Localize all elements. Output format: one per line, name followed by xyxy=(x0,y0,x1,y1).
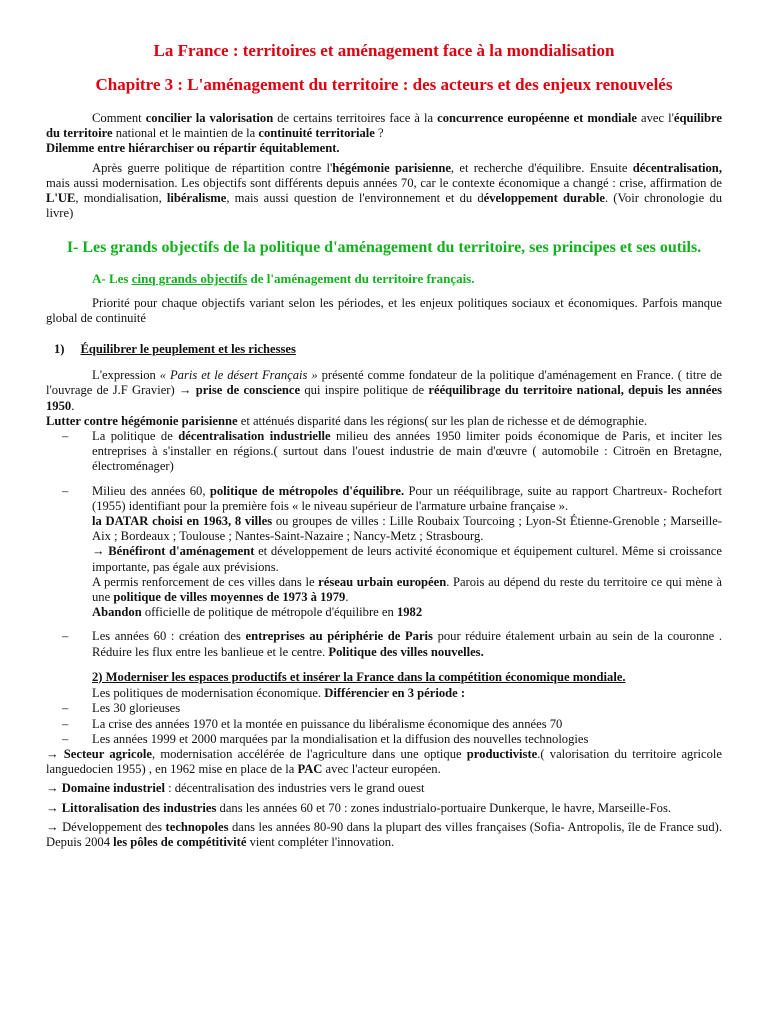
list-item: – Les années 1999 et 2000 marquées par la mondialisation et la diffusion des nouvelles technologies xyxy=(46,732,722,747)
periods-list xyxy=(46,701,722,747)
paragraph-agricole: → Secteur agricole, modernisation accélérée de l'agriculture dans une optique productiviste.( valorisation du territoire agricole languedocien 1955) , en 1962 mise en place de la PAC avec l'acteur européen. xyxy=(46,746,723,777)
objectives-list xyxy=(46,429,722,660)
subsection-a-text: Priorité pour chaque objectifs variant selon les périodes, et les enjeux politiques sociaux et économiques. Parfois manque global de continuité xyxy=(46,295,722,325)
list-item: – La politique de décentralisation industrielle milieu des années 1950 limiter poids économique de Paris, et inciter les entreprises à s'installer en régions.( surtout dans l'ouest industrie de main d'œuvre ( automobile : Citroën en Bretagne, électroménager) xyxy=(46,429,722,475)
list-item: – La crise des années 1970 et la montée en puissance du libéralisme économique des années 70 xyxy=(46,717,722,732)
section-title: I- Les grands objectifs de la politique d'aménagement du territoire, ses principes et ses outils. xyxy=(66,239,702,257)
modernisation-intro: Les politiques de modernisation économique. Différencier en 3 période : xyxy=(92,686,466,701)
paragraph-hegemonie: Lutter contre hégémonie parisienne et atténués disparité dans les régions( sur les plan de richesse et de démographie. xyxy=(46,413,648,428)
list-item: – Milieu des années 60, politique de métropoles d'équilibre. Pour un rééquilibrage, suite au rapport Chartreux- Rochefort (1955) identifiant pour la première fois « le niveau supérieur de l'armature urbaine française ». la DATAR choisi en 1963, 8 villes ou groupes de villes : Lille Roubaix Tourcoing ; Lyon-St Étienne-Grenoble ; Marseille-Aix ; Bordeaux ; Toulouse ; Nantes-Saint-Nazaire ; Nancy-Metz ; Strasbourg. → Bénéfiront d'aménagement et développement de leurs activité économique et équipement culturel. Même si croissance importante, pas égale aux prévisions. A permis renforcement de ces villes dans le réseau urbain européen. Parois au dépend du reste du territoire ce qui mène à une politique de villes moyennes de 1973 à 1979. Abandon officielle de politique de métropole d'équilibre en 1982 xyxy=(46,484,722,621)
main-title: La France : territoires et aménagement face à la mondialisation xyxy=(153,41,615,60)
list-item: – Les années 60 : création des entreprises au périphérie de Paris pour réduire étalement urbain au sein de la couronne . Réduire les flux entre les banlieue et le centre. Politique des villes nouvelles. xyxy=(46,629,722,659)
list-item: – Les 30 glorieuses xyxy=(46,701,722,716)
intro-question: Comment concilier la valorisation de certains territoires face à la concurrence européenne et mondiale avec l'équilibre du territoire national et le maintien de la continuité territoriale ? xyxy=(46,111,722,141)
intro-context: Après guerre politique de répartition contre l'hégémonie parisienne, et recherche d'équilibre. Ensuite décentralisation, mais aussi modernisation. Les objectifs sont différents depuis années 70, car le contexte économique a changé : crise, affirmation de L'UE, mondialisation, libéralisme, mais aussi question de l'environnement et du développement durable. (Voir chronologie du livre) xyxy=(46,160,722,221)
paragraph-technopoles: → Développement des technopoles dans les années 80-90 dans la plupart des villes françaises (Sofia- Antropolis, île de France sud). Depuis 2004 les pôles de compétitivité vient compléter l'innovation. xyxy=(46,819,722,849)
paragraph-industriel: → Domaine industriel : décentralisation des industries vers le grand ouest xyxy=(46,781,425,796)
intro-dilemma: Dilemme entre hiérarchiser ou répartir équitablement. xyxy=(46,141,340,156)
heading-moderniser: 2) Moderniser les espaces productifs et insérer la France dans la compétition économique mondiale. xyxy=(92,669,626,684)
paragraph-littoralisation: → Littoralisation des industries dans les années 60 et 70 : zones industrialo-portuaire Dunkerque, le havre, Marseille-Fos. xyxy=(46,800,672,815)
heading-equilibrer: 1) Équilibrer le peuplement et les richesses xyxy=(54,342,296,357)
paragraph-paris-desert: L'expression « Paris et le désert Français » présenté comme fondateur de la politique d'aménagement en France. ( titre de l'ouvrage de J.F Gravier) → prise de conscience qui inspire politique de rééquilibrage du territoire national, depuis les années 1950. xyxy=(46,368,722,413)
chapter-title: Chapitre 3 : L'aménagement du territoire : des acteurs et des enjeux renouvelés xyxy=(95,75,673,94)
subsection-a-title: A- Les cinq grands objectifs de l'aménagement du territoire français. xyxy=(92,271,475,287)
